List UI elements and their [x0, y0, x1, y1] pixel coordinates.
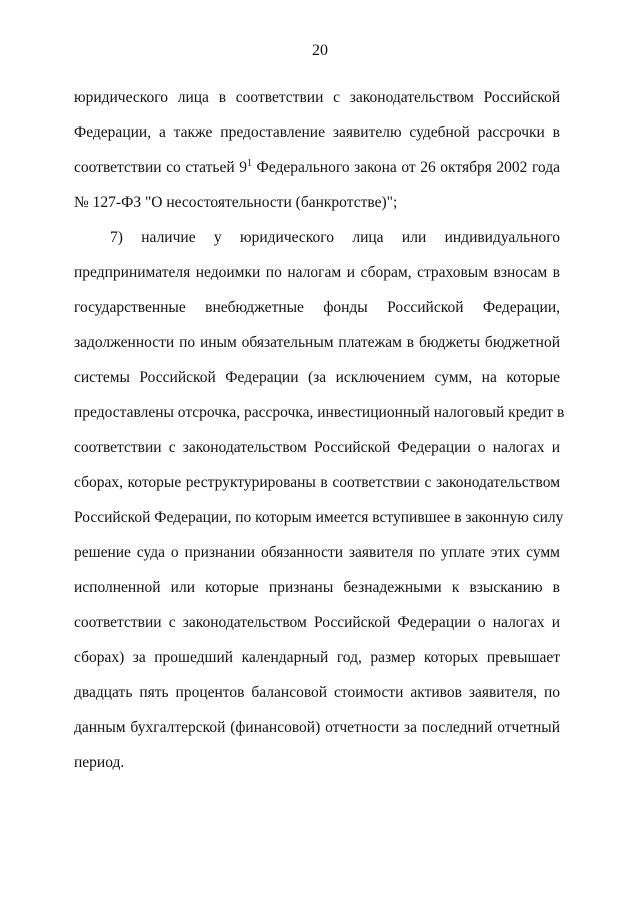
text-line: государственные внебюджетные фонды Российской Федерации,: [74, 299, 560, 316]
text-line: задолженности по иным обязательным платежам в бюджеты бюджетной: [74, 334, 560, 351]
article-superscript: 1: [246, 157, 252, 169]
text-line: 7) наличие у юридического лица или индивидуального: [110, 229, 560, 246]
text-line: двадцать пять процентов балансовой стоимости активов заявителя, по: [74, 684, 560, 701]
text-line: исполненной или которые признаны безнадежными к взысканию в: [74, 579, 560, 596]
text-line: сборах, которые реструктурированы в соответствии с законодательством: [74, 474, 560, 491]
text-fragment: соответствии со статьей 9: [74, 159, 247, 176]
paragraph-item-7: [74, 220, 565, 780]
text-line: Российской Федерации, по которым имеется вступившее в законную силу: [74, 509, 564, 526]
text-line: № 127-ФЗ "О несостоятельности (банкротстве)";: [74, 194, 398, 211]
paragraph-item-6-continuation: [74, 80, 560, 220]
text-line: соответствии с законодательством Российской Федерации о налогах и: [74, 439, 560, 456]
text-line-with-superscript: [74, 150, 560, 185]
text-line: соответствии с законодательством Российской Федерации о налогах и: [74, 614, 560, 631]
text-line: решение суда о признании обязанности заявителя по уплате этих сумм: [74, 544, 560, 561]
page-number: 20: [312, 42, 328, 59]
text-line: данным бухгалтерской (финансовой) отчетности за последний отчетный: [74, 719, 560, 736]
text-fragment: Федерального закона от 26 октября 2002 года: [251, 159, 560, 176]
text-line: предоставлены отсрочка, рассрочка, инвестиционный налоговый кредит в: [74, 404, 565, 421]
text-line: период.: [74, 754, 125, 771]
text-line: сборах) за прошедший календарный год, размер которых превышает: [74, 649, 560, 666]
text-line: предпринимателя недоимки по налогам и сборам, страховым взносам в: [74, 264, 560, 281]
text-line: системы Российской Федерации (за исключением сумм, на которые: [74, 369, 560, 386]
document-body: [74, 80, 565, 780]
text-line: юридического лица в соответствии с законодательством Российской: [74, 89, 560, 106]
text-line: Федерации, а также предоставление заявителю судебной рассрочки в: [74, 124, 560, 141]
